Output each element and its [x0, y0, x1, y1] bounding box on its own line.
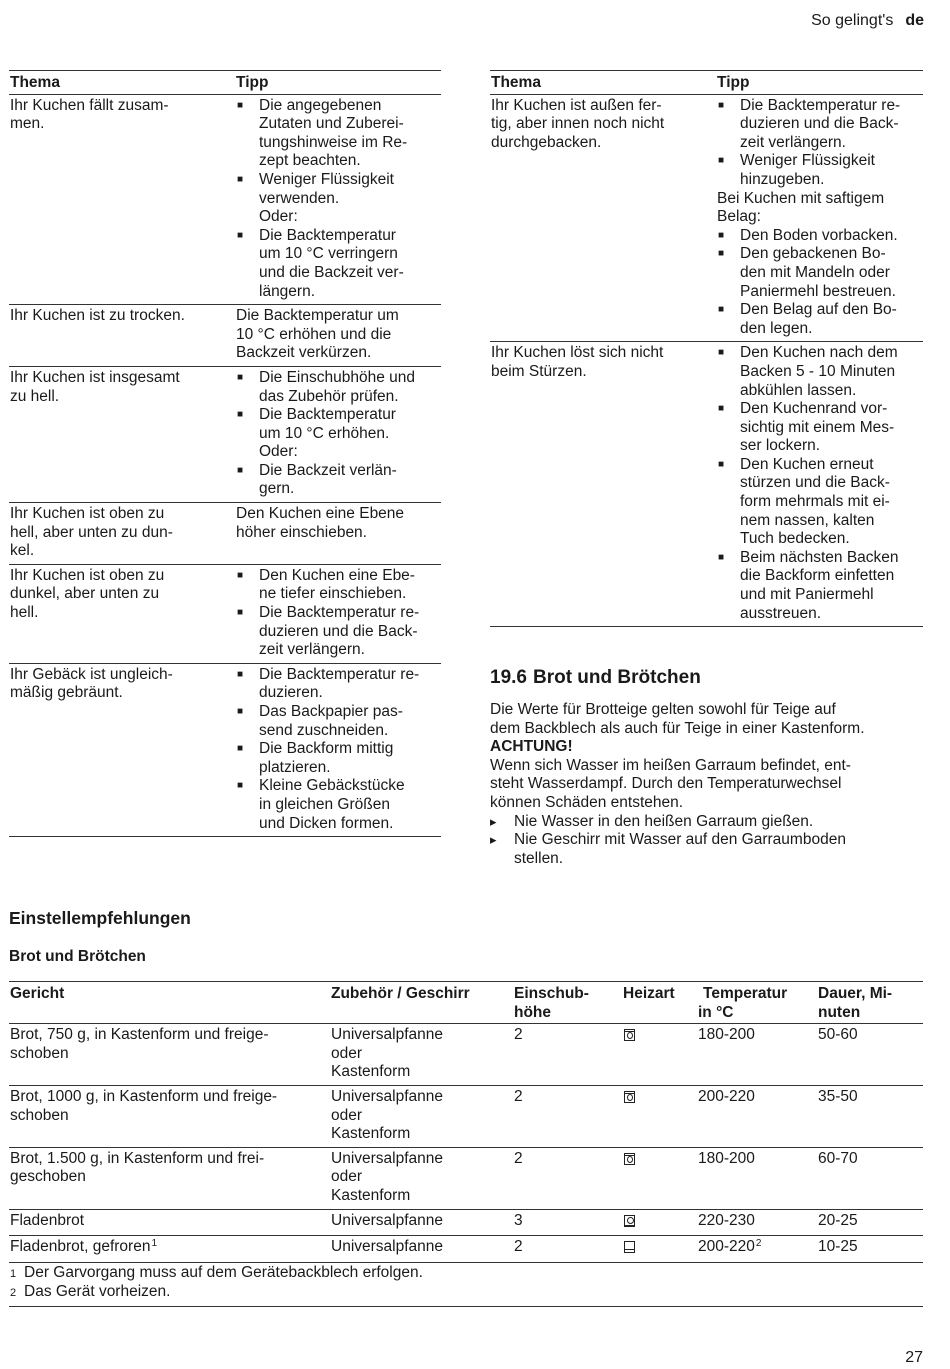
text-line: Universalpfanne [331, 1087, 444, 1105]
duration-cell: 60-70 [817, 1147, 923, 1209]
text-line [10, 1107, 330, 1126]
bullet-list [236, 369, 435, 443]
text-line: ■ Weniger Flüssigkeit [259, 170, 394, 188]
dish-text: schoben [10, 1044, 69, 1062]
text-line: abkühlen lassen. [740, 381, 857, 399]
column-header-einschub [513, 982, 622, 1024]
text-line [10, 1026, 330, 1045]
tipp-cell [235, 503, 441, 565]
duration-cell: 50-60 [818, 1026, 858, 1044]
header-section-title: So gelingt's [811, 12, 894, 29]
text-line: in gleichen Größen [259, 795, 390, 813]
text-line: steht Wasserdampf. Durch den Temperaturwechsel [490, 775, 842, 793]
dish-text: geschoben [10, 1168, 86, 1186]
text-line: Oder: [259, 443, 298, 461]
text-line: ■ Den Kuchen erneut [740, 455, 874, 473]
text-line: Ihr Gebäck ist ungleich- [10, 665, 173, 683]
text-line: ser lockern. [740, 437, 821, 455]
accessory-cell [330, 1024, 513, 1086]
list-item [717, 344, 917, 400]
text-line: können Schäden entstehen. [490, 793, 684, 811]
table-row [9, 366, 441, 502]
temperature-value: 180-200 [698, 1149, 755, 1167]
thema-cell [9, 94, 235, 305]
list-item [717, 301, 917, 338]
text-line: Ihr Kuchen ist oben zu [10, 505, 165, 523]
list-item [236, 777, 435, 833]
text-line: den mit Mandeln oder [740, 263, 890, 281]
convection-grill-icon [624, 1091, 635, 1103]
section-heading [490, 666, 923, 690]
text-line: Die Werte für Brotteige gelten sowohl für Teige auf [490, 701, 836, 718]
list-item [717, 152, 917, 189]
shelf-cell: 2 [513, 1147, 622, 1209]
thema-cell [490, 94, 716, 342]
text-line [10, 1045, 330, 1064]
warning-text [490, 757, 923, 813]
heating-cell [622, 1209, 697, 1236]
bullet-list [717, 227, 917, 339]
text-line: Universalpfanne [331, 1026, 444, 1044]
text-line: Ihr Kuchen ist oben zu [10, 566, 165, 584]
text-line: kel. [10, 542, 35, 560]
table-row [9, 305, 441, 367]
section-intro [490, 701, 923, 738]
text-line: ■ Die Backtemperatur re- [259, 604, 420, 622]
text-line: ■ Den Boden vorbacken. [740, 226, 898, 244]
text-line: ■ Die Backtemperatur [259, 406, 396, 424]
table-row [9, 1236, 923, 1263]
text-line: duzieren. [259, 684, 323, 702]
text-line: Belag: [717, 208, 761, 226]
header-line: Dauer, Mi- [818, 985, 893, 1002]
text-line: ne tiefer einschieben. [259, 585, 407, 603]
pizza-setting-icon [624, 1215, 635, 1227]
text-line: oder [331, 1168, 363, 1186]
thema-cell [9, 305, 235, 367]
text-line: ■ Die Backtemperatur re- [740, 96, 901, 114]
text-line: Ihr Kuchen ist insgesamt [10, 368, 180, 386]
text-line: Universalpfanne [331, 1149, 444, 1167]
settings-table-body [9, 1024, 923, 1307]
text-line: Ihr Kuchen löst sich nicht [491, 344, 664, 362]
left-tips-column [9, 70, 441, 837]
dish-text: Brot, 1000 g, in Kastenform und freige- [10, 1087, 278, 1105]
dish-text: Brot, 750 g, in Kastenform und freige- [10, 1026, 269, 1044]
table-row [9, 1024, 923, 1086]
list-item [236, 604, 435, 660]
table-row [9, 1209, 923, 1236]
header-line: Temperatur [703, 985, 788, 1002]
text-line: duzieren und die Back- [740, 115, 899, 133]
bullet-list [717, 344, 917, 623]
text-line: Kastenform [331, 1186, 411, 1204]
text-line: stürzen und die Back- [740, 474, 890, 492]
column-header-tipp: Tipp [235, 71, 441, 95]
temperature-cell [697, 1209, 817, 1236]
temperature-cell [697, 1147, 817, 1209]
left-tips-table [9, 70, 441, 837]
text-line: stellen. [514, 849, 564, 867]
footnote-mark: 1 [10, 1267, 17, 1280]
text-line: ■ Die Einschubhöhe und [259, 368, 415, 386]
column-header-tipp: Tipp [716, 71, 923, 95]
footnote [10, 1264, 923, 1284]
right-tips-table [490, 70, 923, 627]
left-tips-body [9, 94, 441, 837]
text-line: Ihr Kuchen ist zu trocken. [10, 307, 185, 325]
alt-note [236, 443, 435, 462]
action-item [490, 813, 923, 832]
temperature-value: 200-220 [698, 1238, 755, 1256]
accessory-cell [330, 1147, 513, 1209]
warning-actions-list [490, 813, 923, 869]
table-row [9, 94, 441, 305]
text-line: hinzugeben. [740, 170, 825, 188]
column-header-gericht: Gericht [9, 982, 330, 1024]
text-line: oder [331, 1044, 363, 1062]
text-line: ausstreuen. [740, 604, 821, 622]
tipp-cell [716, 342, 923, 627]
list-item [236, 740, 435, 777]
dish-cell [9, 1085, 330, 1147]
text-line [10, 1238, 330, 1257]
plain-tip [717, 190, 917, 227]
tipp-cell [235, 564, 441, 663]
text-line: Ihr Kuchen ist außen fer- [491, 96, 662, 114]
duration-cell: 35-50 [817, 1085, 923, 1147]
alt-note [236, 208, 435, 227]
text-line: den legen. [740, 319, 813, 337]
dish-text: Fladenbrot, gefroren [10, 1238, 151, 1256]
text-line: Oder: [259, 208, 298, 226]
tipp-cell [235, 663, 441, 836]
thema-cell [9, 503, 235, 565]
footnote-ref: 2 [755, 1238, 762, 1250]
text-line: Universalpfanne [331, 1238, 444, 1256]
footnotes-cell [9, 1262, 923, 1306]
accessory-cell [330, 1236, 513, 1263]
text-line: dunkel, aber unten zu [10, 585, 160, 603]
bottom-heat-icon [624, 1241, 635, 1253]
text-line: um 10 °C verringern [259, 245, 398, 263]
list-item [236, 462, 435, 499]
bullet-list [236, 567, 435, 660]
text-line: Wenn sich Wasser im heißen Garraum befindet, ent- [490, 756, 851, 774]
section-bread-rolls [490, 666, 923, 868]
column-header-heizart: Heizart [622, 982, 697, 1024]
list-item [236, 567, 435, 604]
header-line: in °C [698, 1003, 734, 1021]
dish-text: Brot, 1.500 g, in Kastenform und frei- [10, 1149, 265, 1167]
bullet-list [236, 666, 435, 833]
header-line: nuten [818, 1003, 861, 1021]
text-line: ■ Beim nächsten Backen [740, 548, 899, 566]
text-line: gern. [259, 480, 295, 498]
dish-text: schoben [10, 1106, 69, 1124]
bullet-list [236, 462, 435, 499]
text-line: tungshinweise im Re- [259, 133, 408, 151]
text-line: Tuch bedecken. [740, 530, 850, 548]
footnote [10, 1283, 923, 1303]
text-line: ■ Den Belag auf den Bo- [740, 301, 897, 319]
text-line: ■ Die Backtemperatur [259, 226, 396, 244]
text-line: ▸ Nie Geschirr mit Wasser auf den Garraumboden [514, 831, 846, 849]
text-line: platzieren. [259, 758, 331, 776]
text-line: ■ Die Backform mittig [259, 740, 394, 758]
column-header-zubehoer: Zubehör / Geschirr [330, 982, 513, 1024]
text-line: durchgebacken. [491, 133, 602, 151]
list-item [236, 171, 435, 208]
duration-cell: 20-25 [817, 1209, 923, 1236]
plain-tip [236, 307, 435, 363]
text-line: send zuschneiden. [259, 721, 389, 739]
thema-cell [9, 366, 235, 502]
list-item [236, 369, 435, 406]
thema-cell [9, 663, 235, 836]
accessory-cell [330, 1209, 513, 1236]
thema-cell [9, 564, 235, 663]
temperature-cell [697, 1024, 817, 1086]
text-line: ■ Den Kuchen nach dem [740, 344, 898, 362]
header-line: höhe [514, 1003, 552, 1021]
footnote-text: Der Garvorgang muss auf dem Gerätebackblech erfolgen. [24, 1263, 423, 1281]
list-item [717, 245, 917, 301]
list-item [717, 97, 917, 153]
list-item [717, 549, 917, 623]
dish-cell [9, 1024, 330, 1086]
page-header [811, 12, 924, 31]
temperature-value: 200-220 [698, 1087, 755, 1105]
shelf-cell: 2 [514, 1026, 523, 1044]
text-line: die Backform einfetten [740, 567, 895, 585]
text-line: Paniermehl bestreuen. [740, 282, 896, 300]
column-header-thema: Thema [490, 71, 716, 95]
text-line: sichtig mit einem Mes- [740, 418, 895, 436]
text-line: ■ Den Kuchenrand vor- [740, 400, 888, 418]
text-line: das Zubehör prüfen. [259, 387, 399, 405]
list-item [236, 666, 435, 703]
text-line: zept beachten. [259, 152, 361, 170]
text-line: Ihr Kuchen fällt zusam- [10, 96, 169, 114]
list-item [236, 97, 435, 171]
temperature-cell [697, 1236, 817, 1263]
dish-cell [9, 1236, 330, 1263]
text-line: men. [10, 115, 45, 133]
tipp-cell [235, 305, 441, 367]
shelf-cell: 2 [513, 1236, 622, 1263]
text-line: Den Kuchen eine Ebene [236, 505, 405, 523]
table-row [9, 503, 441, 565]
action-item [490, 831, 923, 868]
column-header-thema: Thema [9, 71, 235, 95]
settings-table [9, 981, 923, 1307]
list-item [717, 400, 917, 456]
list-item [236, 703, 435, 740]
footnote-ref: 1 [151, 1238, 158, 1250]
text-line: ■ Den gebackenen Bo- [740, 245, 886, 263]
heating-cell [622, 1085, 697, 1147]
footnote-mark: 2 [10, 1287, 17, 1300]
accessory-cell [330, 1085, 513, 1147]
text-line: verwenden. [259, 189, 340, 207]
text-line [10, 1168, 330, 1187]
table-row [9, 663, 441, 836]
text-line [10, 1088, 330, 1107]
dish-cell [9, 1209, 330, 1236]
text-line: ▸ Nie Wasser in den heißen Garraum gießen. [514, 812, 814, 830]
settings-subheading: Brot und Brötchen [9, 948, 146, 965]
text-line [10, 1150, 330, 1169]
list-item [236, 227, 435, 301]
heating-cell [622, 1024, 697, 1086]
thema-cell [490, 342, 716, 627]
text-line: mäßig gebräunt. [10, 684, 123, 702]
text-line: oder [331, 1106, 363, 1124]
header-language: de [905, 12, 924, 29]
text-line: tig, aber innen noch nicht [491, 115, 665, 133]
text-line: um 10 °C erhöhen. [259, 424, 390, 442]
tipp-cell [235, 94, 441, 305]
text-line: duzieren und die Back- [259, 622, 418, 640]
text-line: ■ Den Kuchen eine Ebe- [259, 566, 415, 584]
table-row [490, 342, 923, 627]
heating-cell [622, 1147, 697, 1209]
text-line: Bei Kuchen mit saftigem [717, 189, 885, 207]
text-line: ■ Weniger Flüssigkeit [740, 152, 875, 170]
section-number: 19.6 [490, 667, 527, 688]
text-line: Kastenform [331, 1063, 411, 1081]
shelf-cell: 3 [513, 1209, 622, 1236]
bullet-list [717, 97, 917, 190]
heating-cell [622, 1236, 697, 1263]
text-line: dem Backblech als auch für Teige in einer Kastenform. [490, 719, 865, 737]
dish-cell [9, 1147, 330, 1209]
bullet-list [236, 97, 435, 209]
bullet-list [236, 227, 435, 301]
tipp-cell [716, 94, 923, 342]
table-row [9, 1085, 923, 1147]
temperature-cell [697, 1085, 817, 1147]
settings-heading: Einstellempfehlungen [9, 908, 191, 928]
text-line: zeit verlängern. [740, 133, 846, 151]
list-item [717, 456, 917, 549]
column-header-dauer [817, 982, 923, 1024]
footnote-text: Das Gerät vorheizen. [24, 1283, 171, 1301]
text-line: Backzeit verkürzen. [236, 344, 372, 362]
right-tips-column [490, 70, 923, 627]
text-line: hell. [10, 604, 39, 622]
duration-cell: 10-25 [817, 1236, 923, 1263]
text-line: Kastenform [331, 1125, 411, 1143]
text-line: ■ Die Backzeit verlän- [259, 461, 397, 479]
text-line: Universalpfanne [331, 1211, 444, 1229]
text-line: und die Backzeit ver- [259, 263, 404, 281]
section-title: Brot und Brötchen [532, 667, 701, 688]
dish-text: Fladenbrot [10, 1211, 85, 1229]
footnotes-row [9, 1262, 923, 1306]
text-line: nem nassen, kalten [740, 511, 875, 529]
page-number: 27 [905, 1349, 923, 1366]
text-line: zu hell. [10, 387, 60, 405]
text-line: 10 °C erhöhen und die [236, 325, 392, 343]
text-line: ■ Das Backpapier pas- [259, 703, 403, 720]
tipp-cell [235, 366, 441, 502]
shelf-cell: 2 [513, 1085, 622, 1147]
list-item [236, 406, 435, 443]
table-row [9, 1147, 923, 1209]
text-line: und Dicken formen. [259, 814, 394, 832]
text-line: hell, aber unten zu dun- [10, 523, 173, 541]
text-line: beim Stürzen. [491, 362, 587, 380]
convection-grill-icon [624, 1153, 635, 1165]
text-line: ■ Die Backtemperatur re- [259, 665, 420, 683]
warning-title: ACHTUNG! [490, 738, 573, 756]
convection-grill-icon [624, 1029, 635, 1041]
text-line: und mit Paniermehl [740, 586, 874, 604]
column-header-temperatur [697, 982, 817, 1024]
text-line [10, 1212, 330, 1231]
text-line: ■ Die angegebenen [259, 96, 382, 114]
temperature-value: 220-230 [698, 1211, 755, 1229]
text-line: ■ Kleine Gebäckstücke [259, 777, 405, 795]
plain-tip [236, 505, 435, 542]
text-line: Backen 5 - 10 Minuten [740, 362, 896, 380]
header-line: Einschub- [514, 985, 589, 1002]
table-row [9, 564, 441, 663]
text-line: zeit verlängern. [259, 641, 365, 659]
temperature-value: 180-200 [698, 1026, 755, 1044]
list-item [717, 227, 917, 246]
text-line: höher einschieben. [236, 523, 367, 541]
text-line: Die Backtemperatur um [236, 307, 399, 325]
table-row [490, 94, 923, 342]
text-line: längern. [259, 282, 316, 300]
text-line: form mehrmals mit ei- [740, 493, 890, 511]
text-line: Zutaten und Zuberei- [259, 115, 404, 133]
right-tips-body [490, 94, 923, 627]
